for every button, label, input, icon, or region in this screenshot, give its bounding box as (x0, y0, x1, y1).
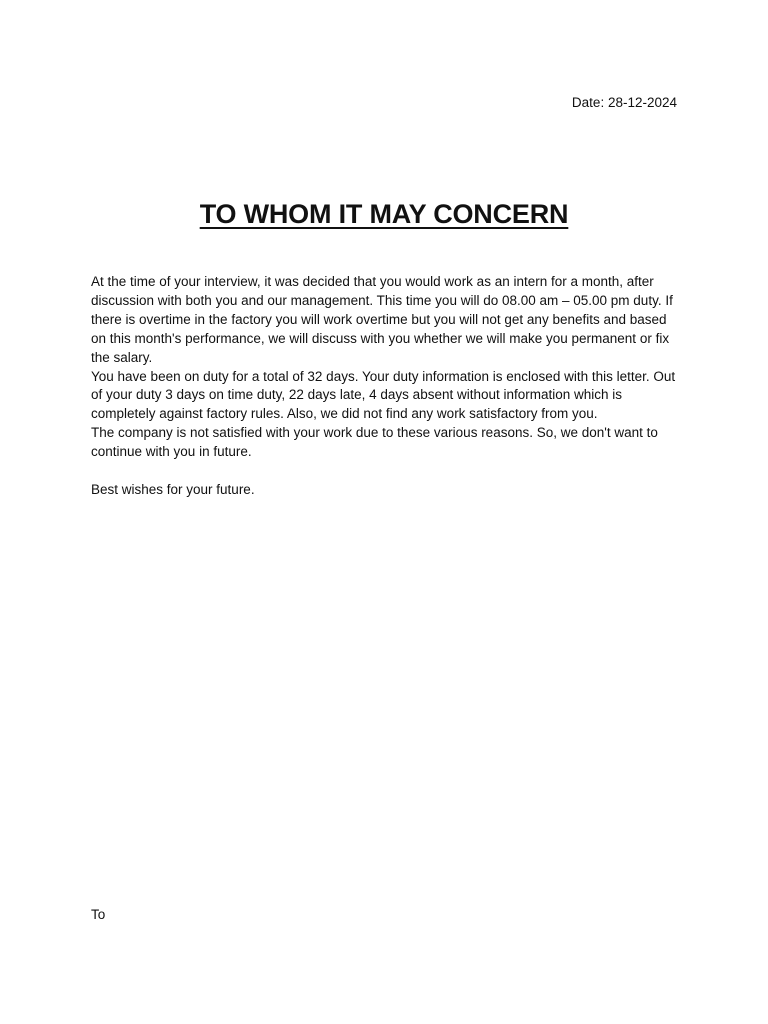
letter-title: TO WHOM IT MAY CONCERN (199, 199, 569, 229)
letter-body (91, 273, 681, 500)
body-paragraph-2: You have been on duty for a total of 32 days. Your duty information is enclosed with this letter. Out of your duty 3 days on time duty, 22 days late, 4 days absent without information which is completely against factory rules. Also, we did not find any work satisfactory from you. (91, 368, 676, 422)
letter-date: Date: 28-12-2024 (571, 95, 677, 110)
recipient-label: To (91, 907, 106, 922)
body-paragraph-1: At the time of your interview, it was decided that you would work as an intern for a month, after discussion with both you and our management. This time you will do 08.00 am – 05.00 pm duty. If there is overtime in the factory you will work overtime but you will not get any benefits and based on this month's performance, we will discuss with you whether we will make you permanent or fix the salary. (91, 274, 673, 365)
body-paragraph-3: The company is not satisfied with your work due to these various reasons. So, we don't want to continue with you in future. (91, 425, 658, 460)
closing-line: Best wishes for your future. (91, 481, 255, 497)
